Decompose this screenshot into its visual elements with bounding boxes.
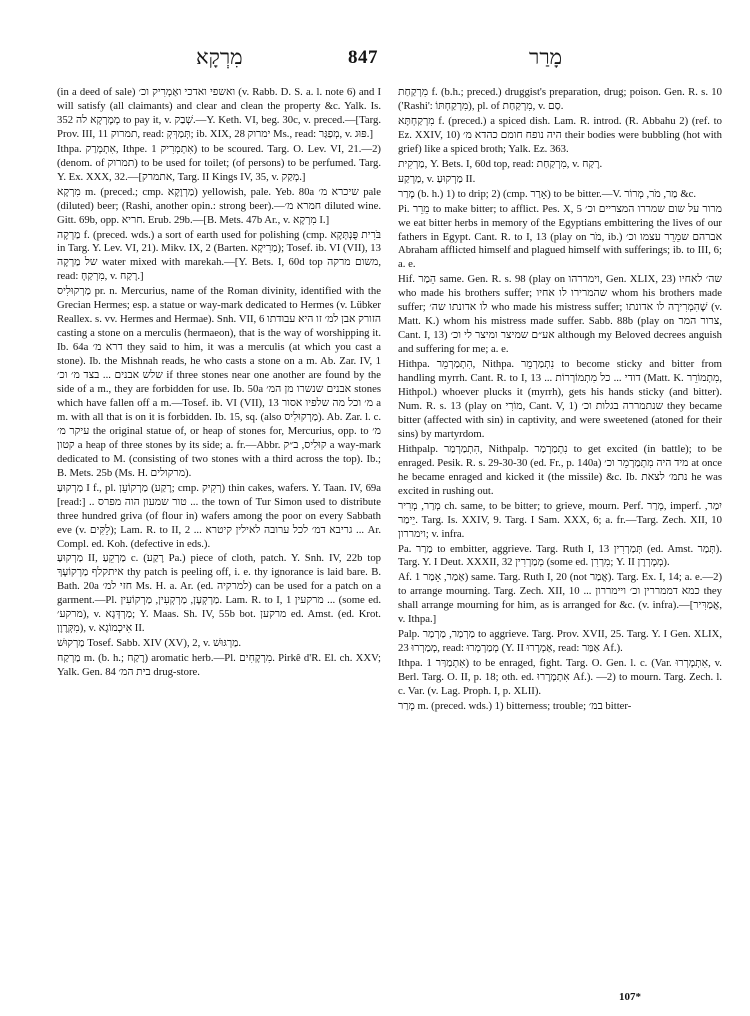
running-head-left: מִרְקָא	[196, 45, 243, 69]
entry-markulis: מַרְקוּלִיס pr. n. Mercurius, name of the Roman divinity, identified with the Grecian Hermes; esp. a statue or way-mark dedicated to Hermes (v. Lübker Reallex. s. vv. Hermes and Hermae). Snh. VII, 6 הזורק אבן למ׳ זו היא עבודתו casting a stone on a merculis (hermaeon), that is the way of worshipping it. Ib. 64a דרא מ׳ they said to him, it was a merculis (at which you cast a stone). Ib. the Mishnah reads, he who casts a stone on a m. Ab. Zar. IV, 1 שלש אבנים ... בצד מ׳ וכ׳ if three stones near one another are found by the side of a m., they are forbidden for use. Ib. 50a אבנים שנשרו מן המ׳ stones which have fallen off a m.—Tosef. ib. VI (VII), 13 מ׳ וכל מה שלפיו אסור a m. with all that is on it is forbidden. Ib. 15, sq. (also מַרְקוּלִיס). Ab. Zar. l. c. עיקר מ׳ the original statue of, or heap of stones for, Mercurius, opp. to מ׳ קטון a heap of three stones by its side; a. fr.—Abbr. קוּלִיס, ב״ק a way-mark dedicated to M. (consisting of two stones with a third across the top). Ib.; B. Mets. 25b (Ms. H. מרקולים).	[57, 285, 381, 479]
entry-merar-af: Af. אַמַר, אֵמַר 1) same. Targ. Ruth I, 20 (not אֲמַר). Targ. Ex. I, 14; a. e.—2) to arrange mourning. Targ. Zech. XII, 10 ... כמא דממררין וכ׳ ויימררון they shall arrange mourning for him, as is arranged for &c. (v. infra).—[אֲמַרִּיר, v. Ithpa.]	[398, 571, 722, 626]
entry-merar-pa: Pa. מַרַר to embitter, aggrieve. Targ. Ruth I, 13 תְּמַרְרִין (ed. Amst. תְּמַר). Targ. Y. I Deut. XXXII, 32 מְמַרְרִין (some ed. מִרְרִן; Y. II מְמָרְרָן).	[398, 542, 722, 569]
entry-marar: מָרַר (b. h.) 1) to drip; 2) (cmp. אָרַר) to be bitter.—V. מַר, מֹר, מְרוֹר &c.	[398, 187, 697, 200]
entry-markah: מַרְקָה f. (preced. wds.) a sort of earth used for polishing (cmp. בֹּרִית פֻּנְתְּקָא in Targ. Y. Lev. VI, 21). Mikv. IX, 2 (Barten. מַרִיקָא); Tosef. ib. VI (VII), 13 של מַרְקָה water mixed with marekah.—[Y. Bets. I, 60d top משום מרקה, read: מִרְקַחָ, v. רָקַח.]	[57, 228, 381, 283]
entry-mirka: מִרְקָא m. (preced.; cmp. מַרְוָקָא) yellowish, pale. Yeb. 80a שיכרא מ׳ pale (diluted) beer; (Rashi, another opin.: strong beer).—חמרא מ׳ diluted wine. Gitt. 69b, opp. חריא. Erub. 29b.—[B. Mets. 47b Ar., v. מִרְקָא I.]	[57, 185, 381, 226]
entry-ithpa: Ithpa. אִתְמְרַק, Ithpe. אִתְמְרִיק 1) to be scoured. Targ. O. Lev. VI, 21.—2) (denom. of תמרוק) to be used for toilet; (of persons) to be perfumed. Targ. Y. Ex. XXX, 32.—[אתמרק, Targ. II Kings IV, 35, v. מְקַק.]	[57, 142, 381, 183]
entry-mirkahat: מִרְקַחַת f. (b.h.; preced.) druggist's preparation, drug; poison. Gen. R. s. 10 ('Rashi': מִרְקַחְתּוֹ), pl. of מִרְקַחַת, v. סַם.	[398, 86, 722, 112]
right-column	[398, 86, 722, 981]
running-head-right: מָרַר	[529, 45, 563, 69]
entry-marar-hithpalp: Hithpalp. הִתְמַרְמַר, Nithpalp. נִתְמַרְמַר to get excited (in battle); to be enraged. Pesik. R. s. 29-30-30 (ed. Fr., p. 140a) מיד היה מִתְמַרְמֵר וכ׳ at once he became enraged and kicked it (the missile) &c. Ib. נתמ׳ לצאת he was excited in rushing out.	[398, 442, 722, 497]
entry-markush: מַרְקוּשׁ Tosef. Sabb. XIV (XV), 2, v. מַרְגּוּשׁ.	[57, 637, 242, 650]
entry-merar-noun: מְרַר m. (preced. wds.) 1) bitterness; trouble; במ׳ bitter-	[398, 699, 632, 712]
entry-markua-1: מַרְקוּעַ I f., pl. מַרְקוֹעֵן (רָקַע; cmp. רְקִיק) thin cakes, wafers. Y. Taan. IV, 69a [read:] .. טור שמעון הוה מפרס ... the town of Tur Simon used to distribute three hundred griva (of flour in) wafers among the poor on every Sabbath eve (v. לֵקִּים); Lam. R. to II, 2 ... גריבא דמ׳ לכל ערובה לאילין קיטרא ... Ar. Compl. ed. Koh. (defective in eds.).	[57, 481, 381, 550]
entry-marar-hif: Hif. הֵמַר same. Gen. R. s. 98 (play on וימררהו, Gen. XLIX, 23) שה׳ לאחיו who made his brothers suffer; שהמרירו לו אחיו whom his brothers made suffer; לו אדונתו שה׳ who made his mistress suffer; שֶׁהִמְרִירָה לו אדונתו (v. Matt. K.) whom his mistress made suffer. Sabb. 88b (play on צרור המר, Cant. I, 13) אע״ם שמיצר ומיצר לי וכ׳ although my Beloved decrees anguish and suffering for me; a. e.	[398, 273, 722, 356]
entry-marar-pi: Pi. מֵרֵר to make bitter; to afflict. Pes. X, 5 מרור על שום שמררו המצריים וכ׳ we eat bitter herbs in memory of the Egyptians embittering the lives of our fathers in Egypt. Cant. R. to I, 13 (play on מֹר, ib.) אברהם שמֵרֵר עצמו וכ׳ Abraham afflicted himself and plagued himself with sufferings; ib. to III, 6; a. e.	[398, 202, 722, 271]
entry-merkah: מַרְקַח m. (b. h.; רָקַח) aromatic herb.—Pl. מִרְקָחִים. Pirkê d'R. El. ch. XXV; Yalk. Gen. 84 בית המ׳ drug-store.	[57, 652, 381, 679]
entry-markua-2: מַרְקוּעַ II, מַרְקֵעַ c. (רָקַע Pa.) piece of cloth, patch. Y. Snh. IV, 22b top איתקלף מַרְקוֹעָךְ thy patch is peeling off, i. e. thy ignorance is laid bare. B. Bath. 20a חזי למ׳ Ms. H. a. Ar. (ed. למרקיה) can be used for a patch on a garment.—Pl. מַרְקְעָן, מַרְקְעִין, מַרְקוֹעִין. Lam. R. to I, 1 מרקעין ... (some ed. מרקע׳), v. מַרְדְּגָא; Y. Maas. Sh. IV, 55b bot. מרקען ed. Amst. (ed. Krot. מִקְּרֶוָן), v. אִיכְמוֹגָא II.	[57, 552, 381, 635]
entry-merar-ch: מְרַר, מְרִיר ch. same, to be bitter; to grieve, mourn. Perf. מְרַר, imperf. יִמַר, יֵימַר. Targ. Is. XXIV, 9. Targ. I Sam. XXX, 6; a. fr.—Targ. Zech. XII, 10 וימררון; v. infra.	[398, 499, 722, 540]
signature-mark: 107*	[619, 991, 641, 1003]
entry-merar-ithpa: Ithpa. אִתְמַרַּר 1) to be enraged, fight. Targ. O. Gen. l. c. (Var. אִתְמָרְרוּ, v. Berl. Targ. O. II, p. 18; oth. ed. אִתְמָרָרוּ Af.). —2) to mourn. Targ. Zech. l. c. Var. (v. Lag. Proph. I, p. XLII).	[398, 657, 722, 698]
entry-mirkahta: מִרְקַחְתָּא f. (preced.) a spiced dish. Lam. R. introd. (R. Abbahu 2) (ref. to Ez. XXIV, 10) היה נופח חומם כהדא מ׳ their bodies were bubbling (hot with grief) like a spiced broth; Yalk. Ez. 363.	[398, 114, 722, 155]
entry-marar-hithpa: Hithpa. הִתְמַרְמֵר, Nithpa. נִתְמַרְמֵר to become sticky and bitter from handling myrrh. Cant. R. to I, 13 ... דודי ... כל מִתְמוֹרְרוֹת (Matt. K. מִתְמוֹרֵר, Hithpol.) whoever plucks it (myrrh), gets his hands sticky (and bitter). Num. R. s. 13 (play on מוֹרִי, Cant. V, 1) שנתמררה בגלות וכ׳ they became bitter (affected with sin) in captivity, and were sweetened (atoned for their sins) by martyrdom.	[398, 358, 722, 440]
page-number: 847	[348, 47, 378, 68]
entry-continuation: (in a deed of sale) ואשפי ואדכי ואַמְרִיק וכ׳ (v. Rabb. D. S. a. l. note 6) and I will satisfy (all claimants) and clear and clean the property &c. Yalk. Is. 352 מְמָרְקָא לה to pay it, v. שְׁבַק.—Y. Keth. VI, beg. 30c, v. preced.—[Targ. Prov. III, 11 תמרוק, read: תְּמַרְּקְ; ib. XIX, 28 ימרוק Ms., read: מְפַגַּר, v. פּוּג.]	[57, 86, 381, 140]
entry-markit: מַרְקִית, Y. Bets. I, 60d top, read: מִרְקַחַת, v. רָקַח.	[398, 157, 603, 170]
page-header	[0, 45, 750, 75]
left-column	[57, 86, 381, 986]
entry-merar-palp: Palp. מַרְמַר, מַרְמַר to aggrieve. Targ. Prov. XVII, 25. Targ. Y. I Gen. XLIX, 23 מְמַרְרוּ, read: מְמַרְמְרוּ (Y. II אַמְרָרוּ, read: אַמַּר Af.).	[398, 628, 722, 655]
entry-marka: מַרְקַע, v. מַרְקוּעַ II.	[398, 172, 476, 185]
